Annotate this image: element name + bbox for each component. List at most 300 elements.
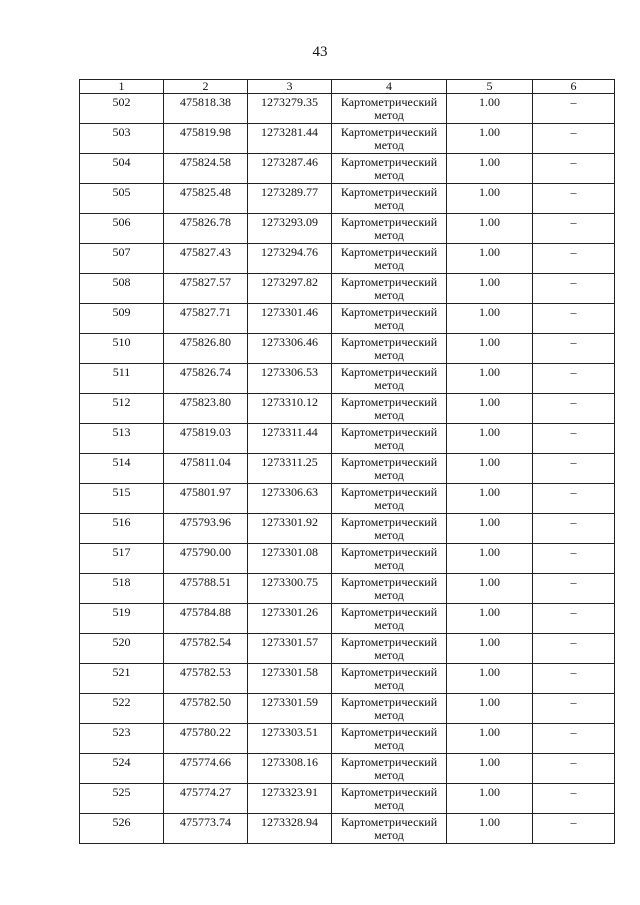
note-cell <box>533 724 615 754</box>
note-cell <box>533 304 615 334</box>
table-row <box>80 604 615 634</box>
method-line-2: метод <box>374 828 404 842</box>
point-number-cell <box>80 274 164 304</box>
x-coordinate-cell <box>164 94 248 124</box>
note-dash: – <box>570 545 577 559</box>
method-text <box>332 484 446 512</box>
x-coordinate-cell <box>164 514 248 544</box>
note-cell <box>533 274 615 304</box>
point-number-cell <box>80 394 164 424</box>
x-coordinate: 475782.53 <box>180 665 231 679</box>
note-dash: – <box>570 305 577 319</box>
method-line-2: метод <box>374 258 404 272</box>
accuracy-cell <box>447 694 533 724</box>
method-text <box>332 694 446 722</box>
method-line-2: метод <box>374 588 404 602</box>
accuracy-cell <box>447 364 533 394</box>
x-coordinate-cell <box>164 454 248 484</box>
x-coordinate: 475826.80 <box>180 335 231 349</box>
accuracy-cell <box>447 634 533 664</box>
accuracy-value: 1.00 <box>479 515 500 529</box>
method-cell <box>332 94 447 124</box>
note-cell <box>533 184 615 214</box>
accuracy-value: 1.00 <box>479 695 500 709</box>
y-coordinate: 1273281.44 <box>261 125 318 139</box>
method-line-2: метод <box>374 768 404 782</box>
method-line-1: Картометрический <box>340 215 438 229</box>
x-coordinate: 475788.51 <box>180 575 231 589</box>
accuracy-cell <box>447 304 533 334</box>
x-coordinate-cell <box>164 154 248 184</box>
accuracy-cell <box>447 754 533 784</box>
x-coordinate-cell <box>164 214 248 244</box>
x-coordinate: 475827.57 <box>180 275 231 289</box>
method-text <box>332 154 446 182</box>
y-coordinate-cell <box>248 454 332 484</box>
note-cell <box>533 754 615 784</box>
y-coordinate: 1273279.35 <box>261 95 318 109</box>
y-coordinate: 1273306.63 <box>261 485 318 499</box>
method-line-1: Картометрический <box>340 725 438 739</box>
table-row <box>80 364 615 394</box>
x-coordinate: 475819.03 <box>180 425 231 439</box>
point-number: 509 <box>112 305 131 319</box>
note-dash: – <box>570 365 577 379</box>
method-cell <box>332 124 447 154</box>
method-cell <box>332 454 447 484</box>
x-coordinate: 475826.74 <box>180 365 231 379</box>
method-text <box>332 574 446 602</box>
point-number-cell <box>80 664 164 694</box>
x-coordinate-cell <box>164 754 248 784</box>
x-coordinate: 475773.74 <box>180 815 231 829</box>
x-coordinate-cell <box>164 724 248 754</box>
y-coordinate-cell <box>248 94 332 124</box>
method-text <box>332 454 446 482</box>
method-text <box>332 274 446 302</box>
method-line-1: Картометрический <box>340 515 438 529</box>
point-number: 523 <box>112 725 131 739</box>
y-coordinate-cell <box>248 754 332 784</box>
accuracy-value: 1.00 <box>479 95 500 109</box>
method-cell <box>332 634 447 664</box>
y-coordinate: 1273294.76 <box>261 245 318 259</box>
method-line-2: метод <box>374 288 404 302</box>
method-line-2: метод <box>374 228 404 242</box>
method-line-2: метод <box>374 618 404 632</box>
note-dash: – <box>570 155 577 169</box>
note-dash: – <box>570 515 577 529</box>
method-cell <box>332 274 447 304</box>
x-coordinate: 475818.38 <box>180 95 231 109</box>
accuracy-value: 1.00 <box>479 485 500 499</box>
point-number: 518 <box>112 575 131 589</box>
accuracy-value: 1.00 <box>479 455 500 469</box>
method-line-1: Картометрический <box>340 95 438 109</box>
note-dash: – <box>570 335 577 349</box>
y-coordinate-cell <box>248 724 332 754</box>
table-row <box>80 724 615 754</box>
accuracy-value: 1.00 <box>479 275 500 289</box>
x-coordinate: 475819.98 <box>180 125 231 139</box>
accuracy-cell <box>447 424 533 454</box>
method-line-1: Картометрический <box>340 125 438 139</box>
method-text <box>332 784 446 812</box>
method-line-1: Картометрический <box>340 275 438 289</box>
note-cell <box>533 94 615 124</box>
accuracy-value: 1.00 <box>479 335 500 349</box>
point-number-cell <box>80 544 164 574</box>
y-coordinate-cell <box>248 604 332 634</box>
y-coordinate-cell <box>248 184 332 214</box>
y-coordinate-cell <box>248 664 332 694</box>
point-number: 514 <box>112 455 131 469</box>
note-cell <box>533 574 615 604</box>
y-coordinate: 1273311.44 <box>261 425 318 439</box>
method-line-2: метод <box>374 528 404 542</box>
point-number-cell <box>80 214 164 244</box>
x-coordinate-cell <box>164 784 248 814</box>
point-number-cell <box>80 184 164 214</box>
point-number: 508 <box>112 275 131 289</box>
x-coordinate-cell <box>164 244 248 274</box>
x-coordinate: 475823.80 <box>180 395 231 409</box>
table-row <box>80 94 615 124</box>
x-coordinate: 475825.48 <box>180 185 231 199</box>
method-line-1: Картометрический <box>340 755 438 769</box>
accuracy-value: 1.00 <box>479 395 500 409</box>
note-dash: – <box>570 755 577 769</box>
method-line-2: метод <box>374 108 404 122</box>
method-line-2: метод <box>374 798 404 812</box>
table-header-row <box>80 80 615 94</box>
table-row <box>80 754 615 784</box>
method-line-2: метод <box>374 348 404 362</box>
method-line-1: Картометрический <box>340 305 438 319</box>
point-number-cell <box>80 514 164 544</box>
note-cell <box>533 124 615 154</box>
note-cell <box>533 604 615 634</box>
method-cell <box>332 364 447 394</box>
method-cell <box>332 184 447 214</box>
table-row <box>80 574 615 604</box>
accuracy-cell <box>447 124 533 154</box>
x-coordinate-cell <box>164 184 248 214</box>
method-line-2: метод <box>374 318 404 332</box>
y-coordinate: 1273306.46 <box>261 335 318 349</box>
accuracy-cell <box>447 394 533 424</box>
y-coordinate: 1273301.59 <box>261 695 318 709</box>
method-cell <box>332 814 447 844</box>
x-coordinate-cell <box>164 664 248 694</box>
accuracy-cell <box>447 184 533 214</box>
point-number: 515 <box>112 485 131 499</box>
x-coordinate: 475782.54 <box>180 635 231 649</box>
y-coordinate: 1273301.46 <box>261 305 318 319</box>
point-number-cell <box>80 94 164 124</box>
point-number-cell <box>80 334 164 364</box>
point-number-cell <box>80 244 164 274</box>
method-line-1: Картометрический <box>340 335 438 349</box>
y-coordinate-cell <box>248 694 332 724</box>
y-coordinate-cell <box>248 124 332 154</box>
point-number-cell <box>80 364 164 394</box>
point-number-cell <box>80 694 164 724</box>
y-coordinate-cell <box>248 364 332 394</box>
x-coordinate: 475774.66 <box>180 755 231 769</box>
point-number: 506 <box>112 215 131 229</box>
table-body <box>80 94 615 844</box>
x-coordinate: 475774.27 <box>180 785 231 799</box>
note-dash: – <box>570 485 577 499</box>
point-number-cell <box>80 454 164 484</box>
column-header-4: 4 <box>332 80 447 94</box>
table-row <box>80 274 615 304</box>
y-coordinate-cell <box>248 304 332 334</box>
method-text <box>332 304 446 332</box>
method-cell <box>332 664 447 694</box>
note-dash: – <box>570 125 577 139</box>
x-coordinate-cell <box>164 304 248 334</box>
y-coordinate: 1273328.94 <box>261 815 318 829</box>
y-coordinate: 1273293.09 <box>261 215 318 229</box>
accuracy-cell <box>447 244 533 274</box>
note-cell <box>533 334 615 364</box>
x-coordinate: 475824.58 <box>180 155 231 169</box>
note-cell <box>533 154 615 184</box>
note-cell <box>533 454 615 484</box>
y-coordinate-cell <box>248 334 332 364</box>
accuracy-cell <box>447 664 533 694</box>
method-line-1: Картометрический <box>340 635 438 649</box>
point-number: 516 <box>112 515 131 529</box>
method-cell <box>332 154 447 184</box>
accuracy-cell <box>447 214 533 244</box>
point-number: 510 <box>112 335 131 349</box>
note-dash: – <box>570 785 577 799</box>
method-line-1: Картометрический <box>340 185 438 199</box>
x-coordinate: 475827.43 <box>180 245 231 259</box>
method-text <box>332 94 446 122</box>
accuracy-value: 1.00 <box>479 305 500 319</box>
x-coordinate-cell <box>164 274 248 304</box>
table-row <box>80 244 615 274</box>
y-coordinate-cell <box>248 424 332 454</box>
note-cell <box>533 244 615 274</box>
point-number: 503 <box>112 125 131 139</box>
x-coordinate-cell <box>164 544 248 574</box>
method-line-2: метод <box>374 138 404 152</box>
accuracy-value: 1.00 <box>479 425 500 439</box>
point-number-cell <box>80 634 164 664</box>
y-coordinate: 1273303.51 <box>261 725 318 739</box>
note-dash: – <box>570 815 577 829</box>
accuracy-value: 1.00 <box>479 665 500 679</box>
note-dash: – <box>570 185 577 199</box>
note-dash: – <box>570 455 577 469</box>
note-dash: – <box>570 425 577 439</box>
y-coordinate: 1273308.16 <box>261 755 318 769</box>
accuracy-value: 1.00 <box>479 605 500 619</box>
note-dash: – <box>570 635 577 649</box>
y-coordinate: 1273301.92 <box>261 515 318 529</box>
accuracy-cell <box>447 484 533 514</box>
method-line-2: метод <box>374 558 404 572</box>
x-coordinate: 475793.96 <box>180 515 231 529</box>
x-coordinate-cell <box>164 574 248 604</box>
y-coordinate: 1273301.26 <box>261 605 318 619</box>
accuracy-value: 1.00 <box>479 575 500 589</box>
y-coordinate: 1273289.77 <box>261 185 318 199</box>
method-text <box>332 124 446 152</box>
column-header-1: 1 <box>80 80 164 94</box>
point-number: 512 <box>112 395 131 409</box>
point-number-cell <box>80 814 164 844</box>
method-line-1: Картометрический <box>340 785 438 799</box>
y-coordinate-cell <box>248 274 332 304</box>
method-text <box>332 214 446 242</box>
y-coordinate-cell <box>248 634 332 664</box>
method-line-1: Картометрический <box>340 455 438 469</box>
table-row <box>80 484 615 514</box>
column-header-6: 6 <box>533 80 615 94</box>
x-coordinate-cell <box>164 394 248 424</box>
table-row <box>80 694 615 724</box>
accuracy-cell <box>447 604 533 634</box>
method-text <box>332 394 446 422</box>
method-text <box>332 544 446 572</box>
note-dash: – <box>570 245 577 259</box>
y-coordinate-cell <box>248 154 332 184</box>
method-line-2: метод <box>374 438 404 452</box>
x-coordinate: 475826.78 <box>180 215 231 229</box>
table-row <box>80 184 615 214</box>
accuracy-value: 1.00 <box>479 185 500 199</box>
note-cell <box>533 484 615 514</box>
method-line-2: метод <box>374 408 404 422</box>
x-coordinate-cell <box>164 814 248 844</box>
y-coordinate: 1273306.53 <box>261 365 318 379</box>
x-coordinate-cell <box>164 634 248 664</box>
accuracy-cell <box>447 454 533 484</box>
table-row <box>80 424 615 454</box>
point-number: 525 <box>112 785 131 799</box>
method-line-1: Картометрический <box>340 365 438 379</box>
y-coordinate-cell <box>248 484 332 514</box>
point-number: 520 <box>112 635 131 649</box>
x-coordinate-cell <box>164 124 248 154</box>
point-number-cell <box>80 604 164 634</box>
y-coordinate-cell <box>248 244 332 274</box>
y-coordinate: 1273287.46 <box>261 155 318 169</box>
note-cell <box>533 424 615 454</box>
accuracy-value: 1.00 <box>479 155 500 169</box>
method-text <box>332 334 446 362</box>
method-cell <box>332 244 447 274</box>
point-number-cell <box>80 304 164 334</box>
method-line-2: метод <box>374 498 404 512</box>
note-dash: – <box>570 725 577 739</box>
method-line-2: метод <box>374 678 404 692</box>
method-cell <box>332 424 447 454</box>
method-cell <box>332 544 447 574</box>
method-line-1: Картометрический <box>340 155 438 169</box>
point-number-cell <box>80 784 164 814</box>
accuracy-value: 1.00 <box>479 635 500 649</box>
note-cell <box>533 544 615 574</box>
accuracy-cell <box>447 274 533 304</box>
point-number-cell <box>80 424 164 454</box>
column-header-2: 2 <box>164 80 248 94</box>
method-cell <box>332 304 447 334</box>
point-number-cell <box>80 754 164 784</box>
x-coordinate: 475780.22 <box>180 725 231 739</box>
note-dash: – <box>570 95 577 109</box>
x-coordinate: 475801.97 <box>180 485 231 499</box>
note-dash: – <box>570 215 577 229</box>
method-cell <box>332 724 447 754</box>
y-coordinate: 1273300.75 <box>261 575 318 589</box>
accuracy-cell <box>447 784 533 814</box>
x-coordinate: 475782.50 <box>180 695 231 709</box>
note-cell <box>533 364 615 394</box>
table-row <box>80 454 615 484</box>
x-coordinate-cell <box>164 364 248 394</box>
x-coordinate-cell <box>164 484 248 514</box>
accuracy-cell <box>447 94 533 124</box>
coordinates-table <box>79 79 615 844</box>
method-text <box>332 634 446 662</box>
method-cell <box>332 214 447 244</box>
x-coordinate: 475811.04 <box>180 455 231 469</box>
method-line-1: Картометрический <box>340 665 438 679</box>
table-row <box>80 214 615 244</box>
table-row <box>80 334 615 364</box>
method-line-2: метод <box>374 738 404 752</box>
method-text <box>332 244 446 272</box>
accuracy-cell <box>447 514 533 544</box>
x-coordinate-cell <box>164 334 248 364</box>
column-header-3: 3 <box>248 80 332 94</box>
point-number-cell <box>80 574 164 604</box>
point-number-cell <box>80 724 164 754</box>
method-text <box>332 754 446 782</box>
method-line-2: метод <box>374 708 404 722</box>
accuracy-value: 1.00 <box>479 365 500 379</box>
point-number: 517 <box>112 545 131 559</box>
note-cell <box>533 214 615 244</box>
method-line-2: метод <box>374 648 404 662</box>
method-line-1: Картометрический <box>340 545 438 559</box>
point-number: 521 <box>112 665 131 679</box>
accuracy-value: 1.00 <box>479 725 500 739</box>
method-text <box>332 424 446 452</box>
method-cell <box>332 484 447 514</box>
note-cell <box>533 664 615 694</box>
table-row <box>80 814 615 844</box>
x-coordinate-cell <box>164 424 248 454</box>
method-line-2: метод <box>374 468 404 482</box>
y-coordinate: 1273301.58 <box>261 665 318 679</box>
y-coordinate-cell <box>248 574 332 604</box>
accuracy-value: 1.00 <box>479 755 500 769</box>
y-coordinate: 1273323.91 <box>261 785 318 799</box>
x-coordinate-cell <box>164 604 248 634</box>
method-cell <box>332 574 447 604</box>
table-row <box>80 544 615 574</box>
point-number: 519 <box>112 605 131 619</box>
y-coordinate-cell <box>248 514 332 544</box>
